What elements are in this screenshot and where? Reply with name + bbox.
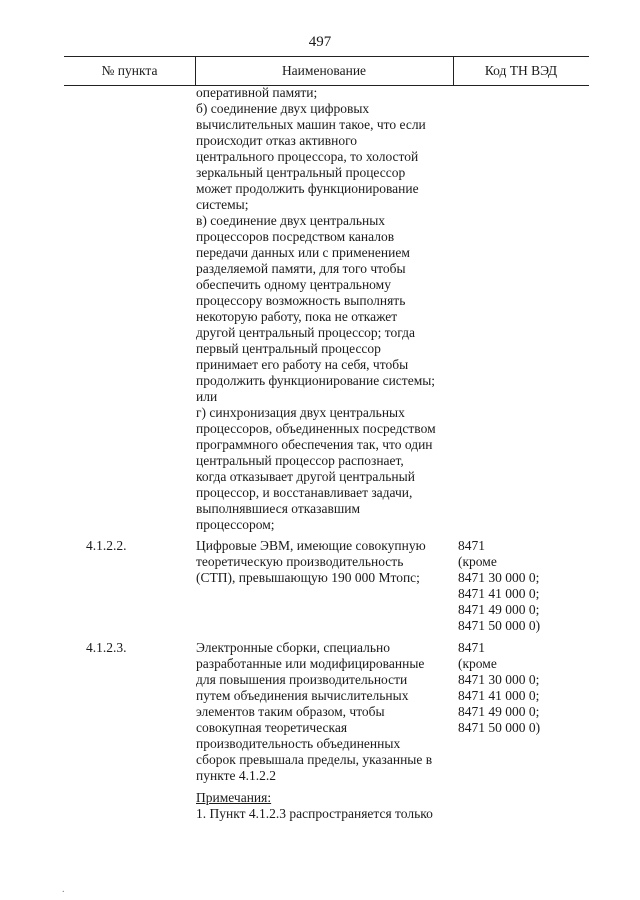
row-code-4-1-2-2: 8471 (кроме 8471 30 000 0; 8471 41 000 0; 8471 49 000 0; 8471 50 000 0): [458, 538, 541, 633]
notes-first-line: 1. Пункт 4.1.2.3 распространяется только: [196, 806, 433, 821]
row-number-4-1-2-2: 4.1.2.2.: [86, 538, 127, 553]
header-code: Код ТН ВЭД: [484, 63, 558, 78]
notes-title: Примечания:: [196, 790, 272, 805]
continuation-text: оперативной памяти; б) соединение двух цифровых вычислительных машин такое, что если происходит отказ активного центрального процессора, то холостой зеркальный центральный процессор может продолжить функционирование системы; в) соединение двух центральных процессоров посредством каналов передачи данных или с применением разделяемой памяти, для того чтобы обеспечить одному центральному процессору возможность выполнять некоторую работу, пока не откажет другой центральный процессор; тогда первый центральный процессор принимает его работу на себя, чтобы продолжить функционирование системы; или г) синхронизация двух центральных процессоров, объединенных посредством программного обеспечения так, что один центральный процессор распознает, когда отказывает другой центральный процессор, и восстанавливает задачи, выполнявшиеся отказавшим процессором;: [196, 85, 436, 532]
table-header: [64, 56, 589, 86]
footer-mark: .: [62, 884, 65, 895]
header-item-number: № пункта: [101, 63, 158, 78]
page-number: 497: [308, 34, 332, 50]
row-code-4-1-2-3: 8471 (кроме 8471 30 000 0; 8471 41 000 0; 8471 49 000 0; 8471 50 000 0): [458, 640, 541, 735]
header-name: Наименование: [281, 63, 367, 78]
row-name-4-1-2-3: Электронные сборки, специально разработанные или модифицированные для повышения производительности путем объединения вычислительных элементов таким образом, чтобы совокупная теоретическая производительность объединенных сборок превышала пределы, указанные в пункте 4.1.2.2: [196, 640, 433, 783]
row-name-4-1-2-2: Цифровые ЭВМ, имеющие совокупную теоретическую производительность (СТП), превышающую 190 000 Мтопс;: [196, 538, 426, 585]
row-number-4-1-2-3: 4.1.2.3.: [86, 640, 127, 655]
